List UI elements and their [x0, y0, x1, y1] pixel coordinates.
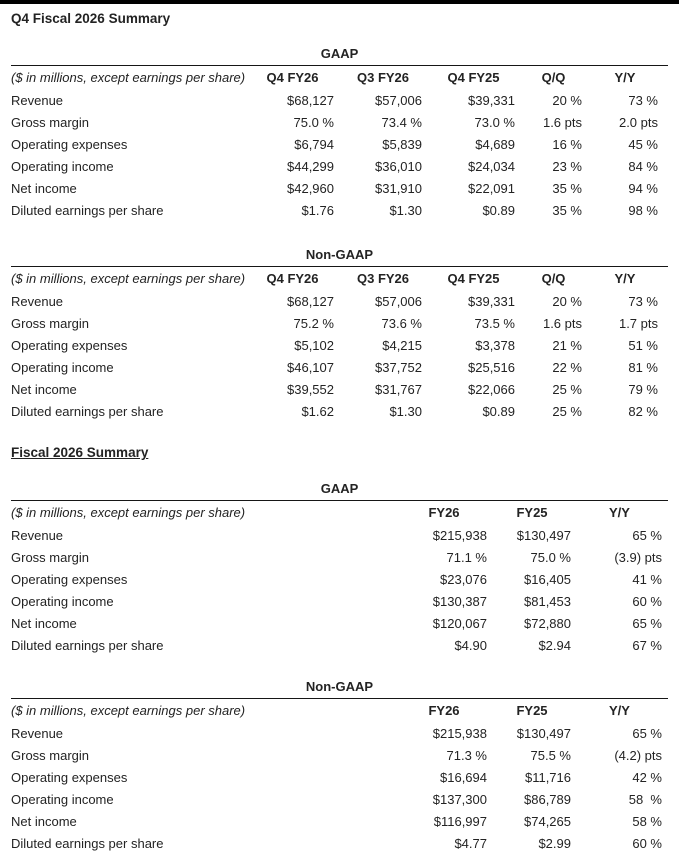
table-row	[11, 788, 668, 810]
column-header: Q3 FY26	[356, 70, 410, 85]
cell-value: $44,299	[287, 158, 334, 174]
cell-value: 2.0 pts	[618, 114, 658, 130]
cell-value: 71.1 %	[446, 549, 487, 565]
table-row	[11, 133, 668, 155]
cell-value: $6,794	[294, 136, 334, 152]
cell-value: 65 %	[632, 615, 662, 631]
q4-section-title: Q4 Fiscal 2026 Summary	[11, 11, 171, 26]
cell-value: 41 %	[632, 571, 662, 587]
column-header: FY25	[516, 505, 548, 520]
cell-value: 45 %	[628, 136, 658, 152]
column-header: FY25	[516, 703, 548, 718]
cell-value: $215,938	[432, 725, 487, 741]
cell-value: 94 %	[628, 180, 658, 196]
table-q4-gaap	[11, 46, 668, 221]
cell-value: 71.3 %	[446, 747, 487, 763]
cell-value: $3,378	[475, 337, 515, 353]
row-label: Net income	[11, 381, 77, 397]
column-header: Q/Q	[541, 70, 566, 85]
cell-value: $215,938	[432, 527, 487, 543]
column-header: Q3 FY26	[356, 271, 410, 286]
cell-value: $116,997	[433, 813, 487, 829]
table-row	[11, 199, 668, 221]
table-row	[11, 612, 668, 634]
fy-section-title: Fiscal 2026 Summary	[11, 445, 149, 460]
cell-value: 73.4 %	[381, 114, 422, 130]
row-label: Operating income	[11, 158, 114, 174]
cell-value: $130,497	[516, 725, 571, 741]
cell-value: 81 %	[628, 359, 658, 375]
column-header: Y/Y	[614, 271, 636, 286]
row-label: Diluted earnings per share	[11, 403, 164, 419]
cell-value: 73 %	[628, 293, 658, 309]
cell-value: $46,107	[287, 359, 334, 375]
cell-value: 73.6 %	[381, 315, 422, 331]
cell-value: $57,006	[375, 293, 422, 309]
column-header: Y/Y	[609, 505, 630, 520]
cell-value: $39,552	[287, 381, 334, 397]
row-label: Operating expenses	[11, 136, 128, 152]
cell-value: 75.0 %	[293, 114, 334, 130]
cell-value: $4,215	[382, 337, 422, 353]
table-q4-non-gaap	[11, 247, 668, 422]
cell-value: $0.89	[482, 403, 515, 419]
row-label: Operating income	[11, 593, 114, 609]
table-row	[11, 312, 668, 334]
cell-value: 75.0 %	[530, 549, 571, 565]
cell-value: $4,689	[475, 136, 515, 152]
table-row	[11, 766, 668, 788]
table-row	[11, 334, 668, 356]
financial-table	[11, 500, 668, 656]
row-label: Gross margin	[11, 315, 90, 331]
table-row	[11, 89, 668, 111]
cell-value: $5,839	[382, 136, 422, 152]
row-label: Diluted earnings per share	[11, 835, 164, 851]
row-label: Revenue	[11, 725, 64, 741]
row-label: Operating income	[11, 359, 114, 375]
table-row	[11, 290, 668, 312]
cell-value: $81,453	[524, 593, 571, 609]
cell-value: 58 %	[632, 813, 662, 829]
table-row	[11, 111, 668, 133]
cell-value: 60 %	[632, 835, 662, 851]
unit-note: ($ in millions, except earnings per share)	[11, 271, 246, 286]
cell-value: (4.2) pts	[614, 747, 662, 763]
table-row	[11, 400, 668, 422]
cell-value: $22,066	[468, 381, 515, 397]
cell-value: $31,910	[375, 180, 422, 196]
column-header: Q4 FY25	[447, 271, 500, 286]
table-row	[11, 378, 668, 400]
cell-value: $68,127	[287, 293, 334, 309]
header-row	[11, 501, 668, 525]
cell-value: (3.9) pts	[614, 549, 662, 565]
table-row	[11, 634, 668, 656]
row-label: Net income	[11, 813, 77, 829]
cell-value: 73 %	[628, 92, 658, 108]
table-row	[11, 810, 668, 832]
column-header: Y/Y	[609, 703, 630, 718]
cell-value: $1.76	[301, 202, 334, 218]
row-label: Revenue	[11, 92, 64, 108]
financial-table	[11, 698, 668, 854]
table-row	[11, 832, 668, 854]
cell-value: $5,102	[294, 337, 334, 353]
cell-value: $39,331	[468, 92, 515, 108]
cell-value: $31,767	[375, 381, 422, 397]
cell-value: $0.89	[482, 202, 515, 218]
cell-value: 22 %	[552, 359, 582, 375]
table-row	[11, 524, 668, 546]
row-label: Diluted earnings per share	[11, 637, 164, 653]
cell-value: 82 %	[628, 403, 658, 419]
cell-value: $16,405	[524, 571, 571, 587]
cell-value: $2.94	[538, 637, 571, 653]
row-label: Revenue	[11, 293, 64, 309]
cell-value: $24,034	[468, 158, 515, 174]
cell-value: 1.7 pts	[618, 315, 658, 331]
cell-value: 25 %	[552, 403, 582, 419]
column-header: Y/Y	[614, 70, 636, 85]
cell-value: $137,300	[432, 791, 487, 807]
cell-value: $86,789	[524, 791, 571, 807]
unit-note: ($ in millions, except earnings per share)	[11, 703, 246, 718]
row-label: Operating income	[11, 791, 114, 807]
table-title: Non-GAAP	[305, 679, 374, 694]
row-label: Net income	[11, 615, 77, 631]
row-label: Gross margin	[11, 747, 90, 763]
cell-value: $130,387	[432, 593, 487, 609]
cell-value: 51 %	[628, 337, 658, 353]
cell-value: 75.5 %	[530, 747, 571, 763]
cell-value: 79 %	[628, 381, 658, 397]
cell-value: 98 %	[628, 202, 658, 218]
column-header: FY26	[428, 505, 460, 520]
financial-table	[11, 65, 668, 221]
table-fy-non-gaap	[11, 679, 668, 854]
cell-value: $1.30	[389, 403, 422, 419]
table-row	[11, 356, 668, 378]
cell-value: $1.62	[301, 403, 334, 419]
cell-value: 65 %	[632, 725, 662, 741]
table-title: Non-GAAP	[305, 247, 374, 262]
table-title: GAAP	[320, 46, 359, 61]
cell-value: 20 %	[552, 92, 582, 108]
cell-value: $22,091	[468, 180, 515, 196]
row-label: Operating expenses	[11, 769, 128, 785]
cell-value: $120,067	[432, 615, 487, 631]
table-row	[11, 590, 668, 612]
row-label: Gross margin	[11, 549, 90, 565]
cell-value: 67 %	[632, 637, 662, 653]
table-row	[11, 568, 668, 590]
column-header: Q4 FY25	[447, 70, 500, 85]
header-row	[11, 267, 668, 291]
cell-value: $16,694	[440, 769, 487, 785]
cell-value: 42 %	[632, 769, 662, 785]
table-row	[11, 155, 668, 177]
cell-value: 20 %	[552, 293, 582, 309]
cell-value: $1.30	[389, 202, 422, 218]
cell-value: $25,516	[468, 359, 515, 375]
row-label: Net income	[11, 180, 77, 196]
header-row	[11, 699, 668, 723]
cell-value: 84 %	[628, 158, 658, 174]
cell-value: $4.77	[454, 835, 487, 851]
row-label: Gross margin	[11, 114, 90, 130]
cell-value: $42,960	[287, 180, 334, 196]
cell-value: 16 %	[552, 136, 582, 152]
cell-value: $74,265	[524, 813, 571, 829]
column-header: Q4 FY26	[266, 271, 319, 286]
top-border-bar	[0, 0, 679, 4]
cell-value: 73.0 %	[474, 114, 515, 130]
column-header: FY26	[428, 703, 460, 718]
cell-value: $11,716	[524, 769, 571, 785]
cell-value: $23,076	[440, 571, 487, 587]
unit-note: ($ in millions, except earnings per share)	[11, 505, 246, 520]
row-label: Operating expenses	[11, 337, 128, 353]
table-row	[11, 744, 668, 766]
cell-value: $130,497	[516, 527, 571, 543]
unit-note: ($ in millions, except earnings per share)	[11, 70, 246, 85]
cell-value: 21 %	[552, 337, 582, 353]
cell-value: $37,752	[375, 359, 422, 375]
table-fy-gaap	[11, 481, 668, 656]
cell-value: 60 %	[632, 593, 662, 609]
cell-value: 1.6 pts	[542, 114, 582, 130]
cell-value: 25 %	[552, 381, 582, 397]
cell-value: $2.99	[538, 835, 571, 851]
header-row	[11, 66, 668, 90]
cell-value: $39,331	[468, 293, 515, 309]
row-label: Operating expenses	[11, 571, 128, 587]
table-title: GAAP	[320, 481, 359, 496]
cell-value: $72,880	[524, 615, 571, 631]
financial-table	[11, 266, 668, 422]
table-row	[11, 177, 668, 199]
cell-value: 35 %	[552, 180, 582, 196]
row-label: Diluted earnings per share	[11, 202, 164, 218]
cell-value: $57,006	[375, 92, 422, 108]
cell-value: 65 %	[632, 527, 662, 543]
cell-value: 75.2 %	[293, 315, 334, 331]
cell-value: $4.90	[454, 637, 487, 653]
cell-value: 23 %	[552, 158, 582, 174]
cell-value: $36,010	[375, 158, 422, 174]
cell-value: 73.5 %	[474, 315, 515, 331]
cell-value: 35 %	[552, 202, 582, 218]
cell-value: 1.6 pts	[542, 315, 582, 331]
row-label: Revenue	[11, 527, 64, 543]
table-row	[11, 722, 668, 744]
cell-value: 58 %	[628, 791, 662, 807]
cell-value: $68,127	[287, 92, 334, 108]
column-header: Q4 FY26	[266, 70, 319, 85]
table-row	[11, 546, 668, 568]
column-header: Q/Q	[541, 271, 566, 286]
